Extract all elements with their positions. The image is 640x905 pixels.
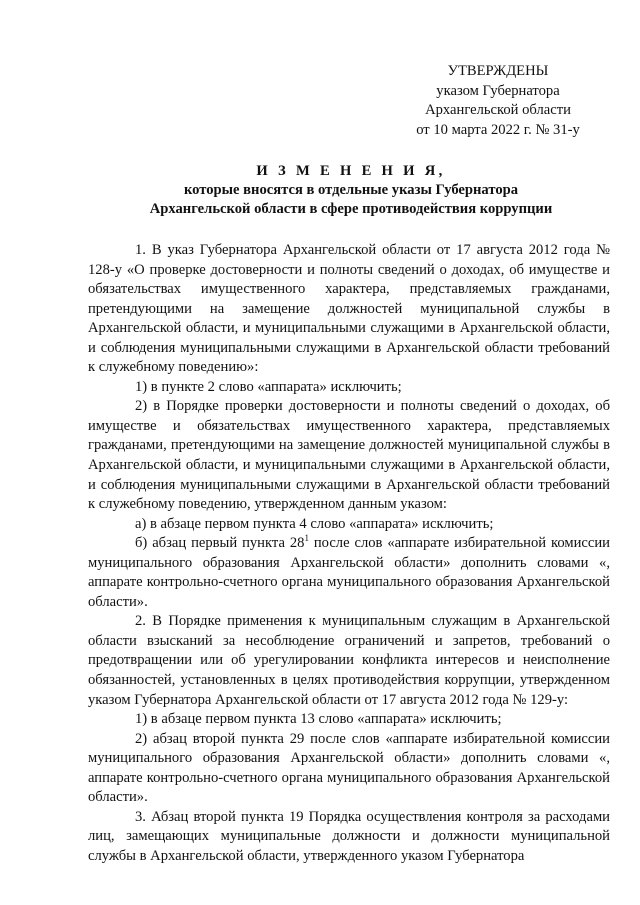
approval-stamp (398, 62, 598, 140)
document-subtitle-line-1: которые вносятся в отдельные указы Губернатора (183, 182, 519, 198)
paragraph-3: 3. Абзац второй пункта 19 Порядка осуществления контроля за расходами лиц, замещающих муниципальные должности и должности муниципальной службы в Архангельской области, утвержденного указом Губернатора (88, 808, 610, 864)
paragraph-1: 1. В указ Губернатора Архангельской области от 17 августа 2012 года № 128-у «О проверке достоверности и полноты сведений о доходах, об имуществе и обязательствах имущественного характера, представляемых гражданами, претендующими на замещение должностей муниципальной службы в Архангельской области, и муниципальными служащими в Архангельской области, и соблюдения муниципальными служащими в Архангельской области требований к служебному поведению»: (88, 242, 610, 376)
document-heading (88, 162, 614, 219)
approval-region: Архангельской области (425, 102, 571, 118)
paragraph-2: 2. В Порядке применения к муниципальным служащим в Архангельской области взысканий за несоблюдение ограничений и запретов, требований о предотвращении или об урегулировании конфликта интересов и неисполнение обязанностей, установленных в целях противодействия коррупции, утвержденном указом Губернатора Архангельской области от 17 августа 2012 года № 129-у: (88, 613, 610, 708)
paragraph-1-item-2-b-start: б) абзац первый пункта 28 (135, 535, 305, 552)
paragraph-1-item-1: 1) в пункте 2 слово «аппарата» исключить; (135, 378, 402, 395)
approval-authority: указом Губернатора (436, 82, 560, 99)
document-title: И З М Е Н Е Н И Я, (256, 163, 446, 179)
document-subtitle-line-2: Архангельской области в сфере противодействия коррупции (149, 201, 553, 217)
paragraph-1-item-2-b-end: после слов «аппарате избирательной комиссии муниципального образования Архангельской области» дополнить словами «, аппарате контрольно-счетного органа муниципального образования Архангельской области». (88, 535, 610, 610)
paragraph-2-item-2: 2) абзац второй пункта 29 после слов «аппарате избирательной комиссии муниципального образования Архангельской области» дополнить словами «, аппарате контрольно-счетного органа муниципального образования Архангельской области». (88, 730, 610, 806)
paragraph-1-item-2-a: а) в абзаце первом пункта 4 слово «аппарата» исключить; (135, 515, 494, 532)
paragraph-2-item-1: 1) в абзаце первом пункта 13 слово «аппарата» исключить; (135, 711, 502, 728)
paragraph-1-item-2-b (88, 534, 610, 612)
document-body (88, 241, 610, 867)
approval-title: УТВЕРЖДЕНЫ (447, 63, 549, 79)
approval-date-number: от 10 марта 2022 г. № 31-у (416, 121, 580, 138)
paragraph-1-item-2: 2) в Порядке проверки достоверности и полноты сведений о доходах, об имуществе и обязательствах имущественного характера, представляемых гражданами, претендующими на замещение должностей муниципальной службы в Архангельской области, и муниципальными служащими в Архангельской области, и соблюдения муниципальными служащими в Архангельской области требований к служебному поведению, утвержденном данным указом: (88, 398, 610, 513)
superscript-marker: 1 (304, 533, 309, 544)
